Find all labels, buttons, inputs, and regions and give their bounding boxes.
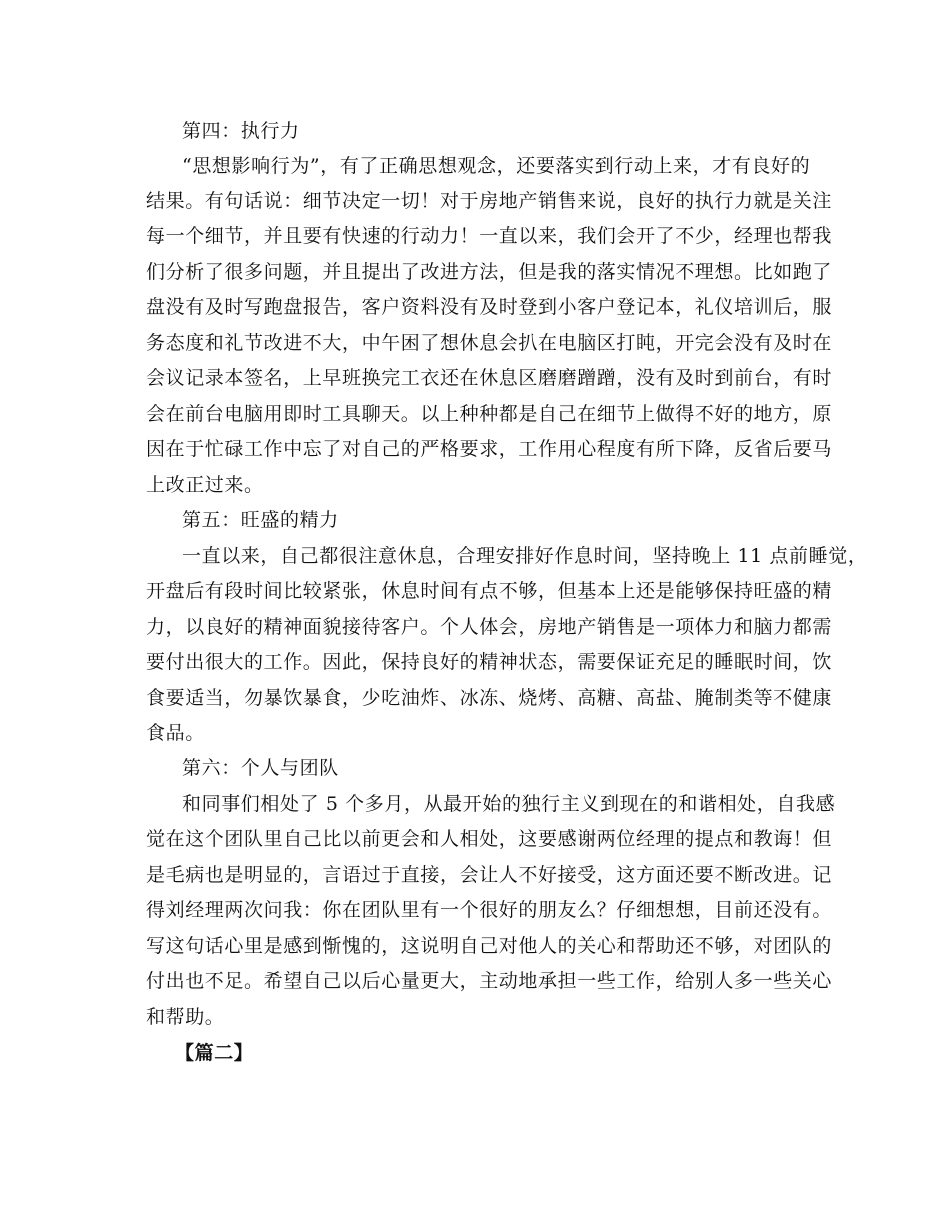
paragraph-line: 每一个细节，并且要有快速的行动力！一直以来，我们会开了不少，经理也帮我 bbox=[146, 225, 833, 247]
paragraph-line: 食要适当，勿暴饮暴食，少吃油炸、冰冻、烧烤、高糖、高盐、腌制类等不健康 bbox=[146, 687, 833, 709]
section-heading-6: 第六：个人与团队 bbox=[182, 757, 339, 779]
paragraph-line: 一直以来，自己都很注意休息，合理安排好作息时间，坚持晚上 11 点前睡觉， bbox=[182, 545, 868, 567]
paragraph-line: 付出也不足。希望自己以后心量更大，主动地承担一些工作，给别人多一些关心 bbox=[146, 970, 833, 992]
paragraph-line: 会议记录本签名，上早班换完工衣还在休息区磨磨蹭蹭，没有及时到前台，有时 bbox=[146, 367, 833, 389]
paragraph-line: 会在前台电脑用即时工具聊天。以上种种都是自己在细节上做得不好的地方，原 bbox=[146, 403, 833, 425]
paragraph-line: 开盘后有段时间比较紧张，休息时间有点不够，但基本上还是能够保持旺盛的精 bbox=[146, 580, 833, 602]
paragraph-line: 因在于忙碌工作中忘了对自己的严格要求，工作用心程度有所下降，反省后要马 bbox=[146, 438, 833, 460]
part-title: 【篇二】 bbox=[175, 1042, 254, 1064]
paragraph-line: 盘没有及时写跑盘报告，客户资料没有及时登到小客户登记本，礼仪培训后，服 bbox=[146, 296, 833, 318]
paragraph-line: 和同事们相处了 5 个多月，从最开始的独行主义到现在的和谐相处，自我感 bbox=[182, 793, 836, 815]
paragraph-line: 们分析了很多问题，并且提出了改进方法，但是我的落实情况不理想。比如跑了 bbox=[146, 261, 833, 283]
paragraph-line: 要付出很大的工作。因此，保持良好的精神状态，需要保证充足的睡眠时间，饮 bbox=[146, 651, 833, 673]
paragraph-line: 务态度和礼节改进不大，中午困了想休息会扒在电脑区打盹，开完会没有及时在 bbox=[146, 332, 833, 354]
paragraph-line: 得刘经理两次问我：你在团队里有一个很好的朋友么？仔细想想，目前还没有。 bbox=[146, 899, 833, 921]
paragraph-line: 食品。 bbox=[146, 722, 205, 744]
paragraph-line: 是毛病也是明显的，言语过于直接，会让人不好接受，这方面还要不断改进。记 bbox=[146, 864, 833, 886]
paragraph-line: 觉在这个团队里自己比以前更会和人相处，这要感谢两位经理的提点和教诲！但 bbox=[146, 828, 833, 850]
section-heading-4: 第四：执行力 bbox=[182, 120, 300, 142]
paragraph-line: 结果。有句话说：细节决定一切！对于房地产销售来说，良好的执行力就是关注 bbox=[146, 190, 833, 212]
paragraph-line: 力，以良好的精神面貌接待客户。个人体会，房地产销售是一项体力和脑力都需 bbox=[146, 616, 833, 638]
paragraph-line: “思想影响行为”，有了正确思想观念，还要落实到行动上来，才有良好的 bbox=[182, 155, 811, 177]
section-heading-5: 第五：旺盛的精力 bbox=[182, 509, 339, 531]
paragraph-line: 上改正过来。 bbox=[146, 474, 264, 496]
paragraph-line: 和帮助。 bbox=[146, 1006, 225, 1028]
paragraph-line: 写这句话心里是感到惭愧的，这说明自己对他人的关心和帮助还不够，对团队的 bbox=[146, 935, 833, 957]
